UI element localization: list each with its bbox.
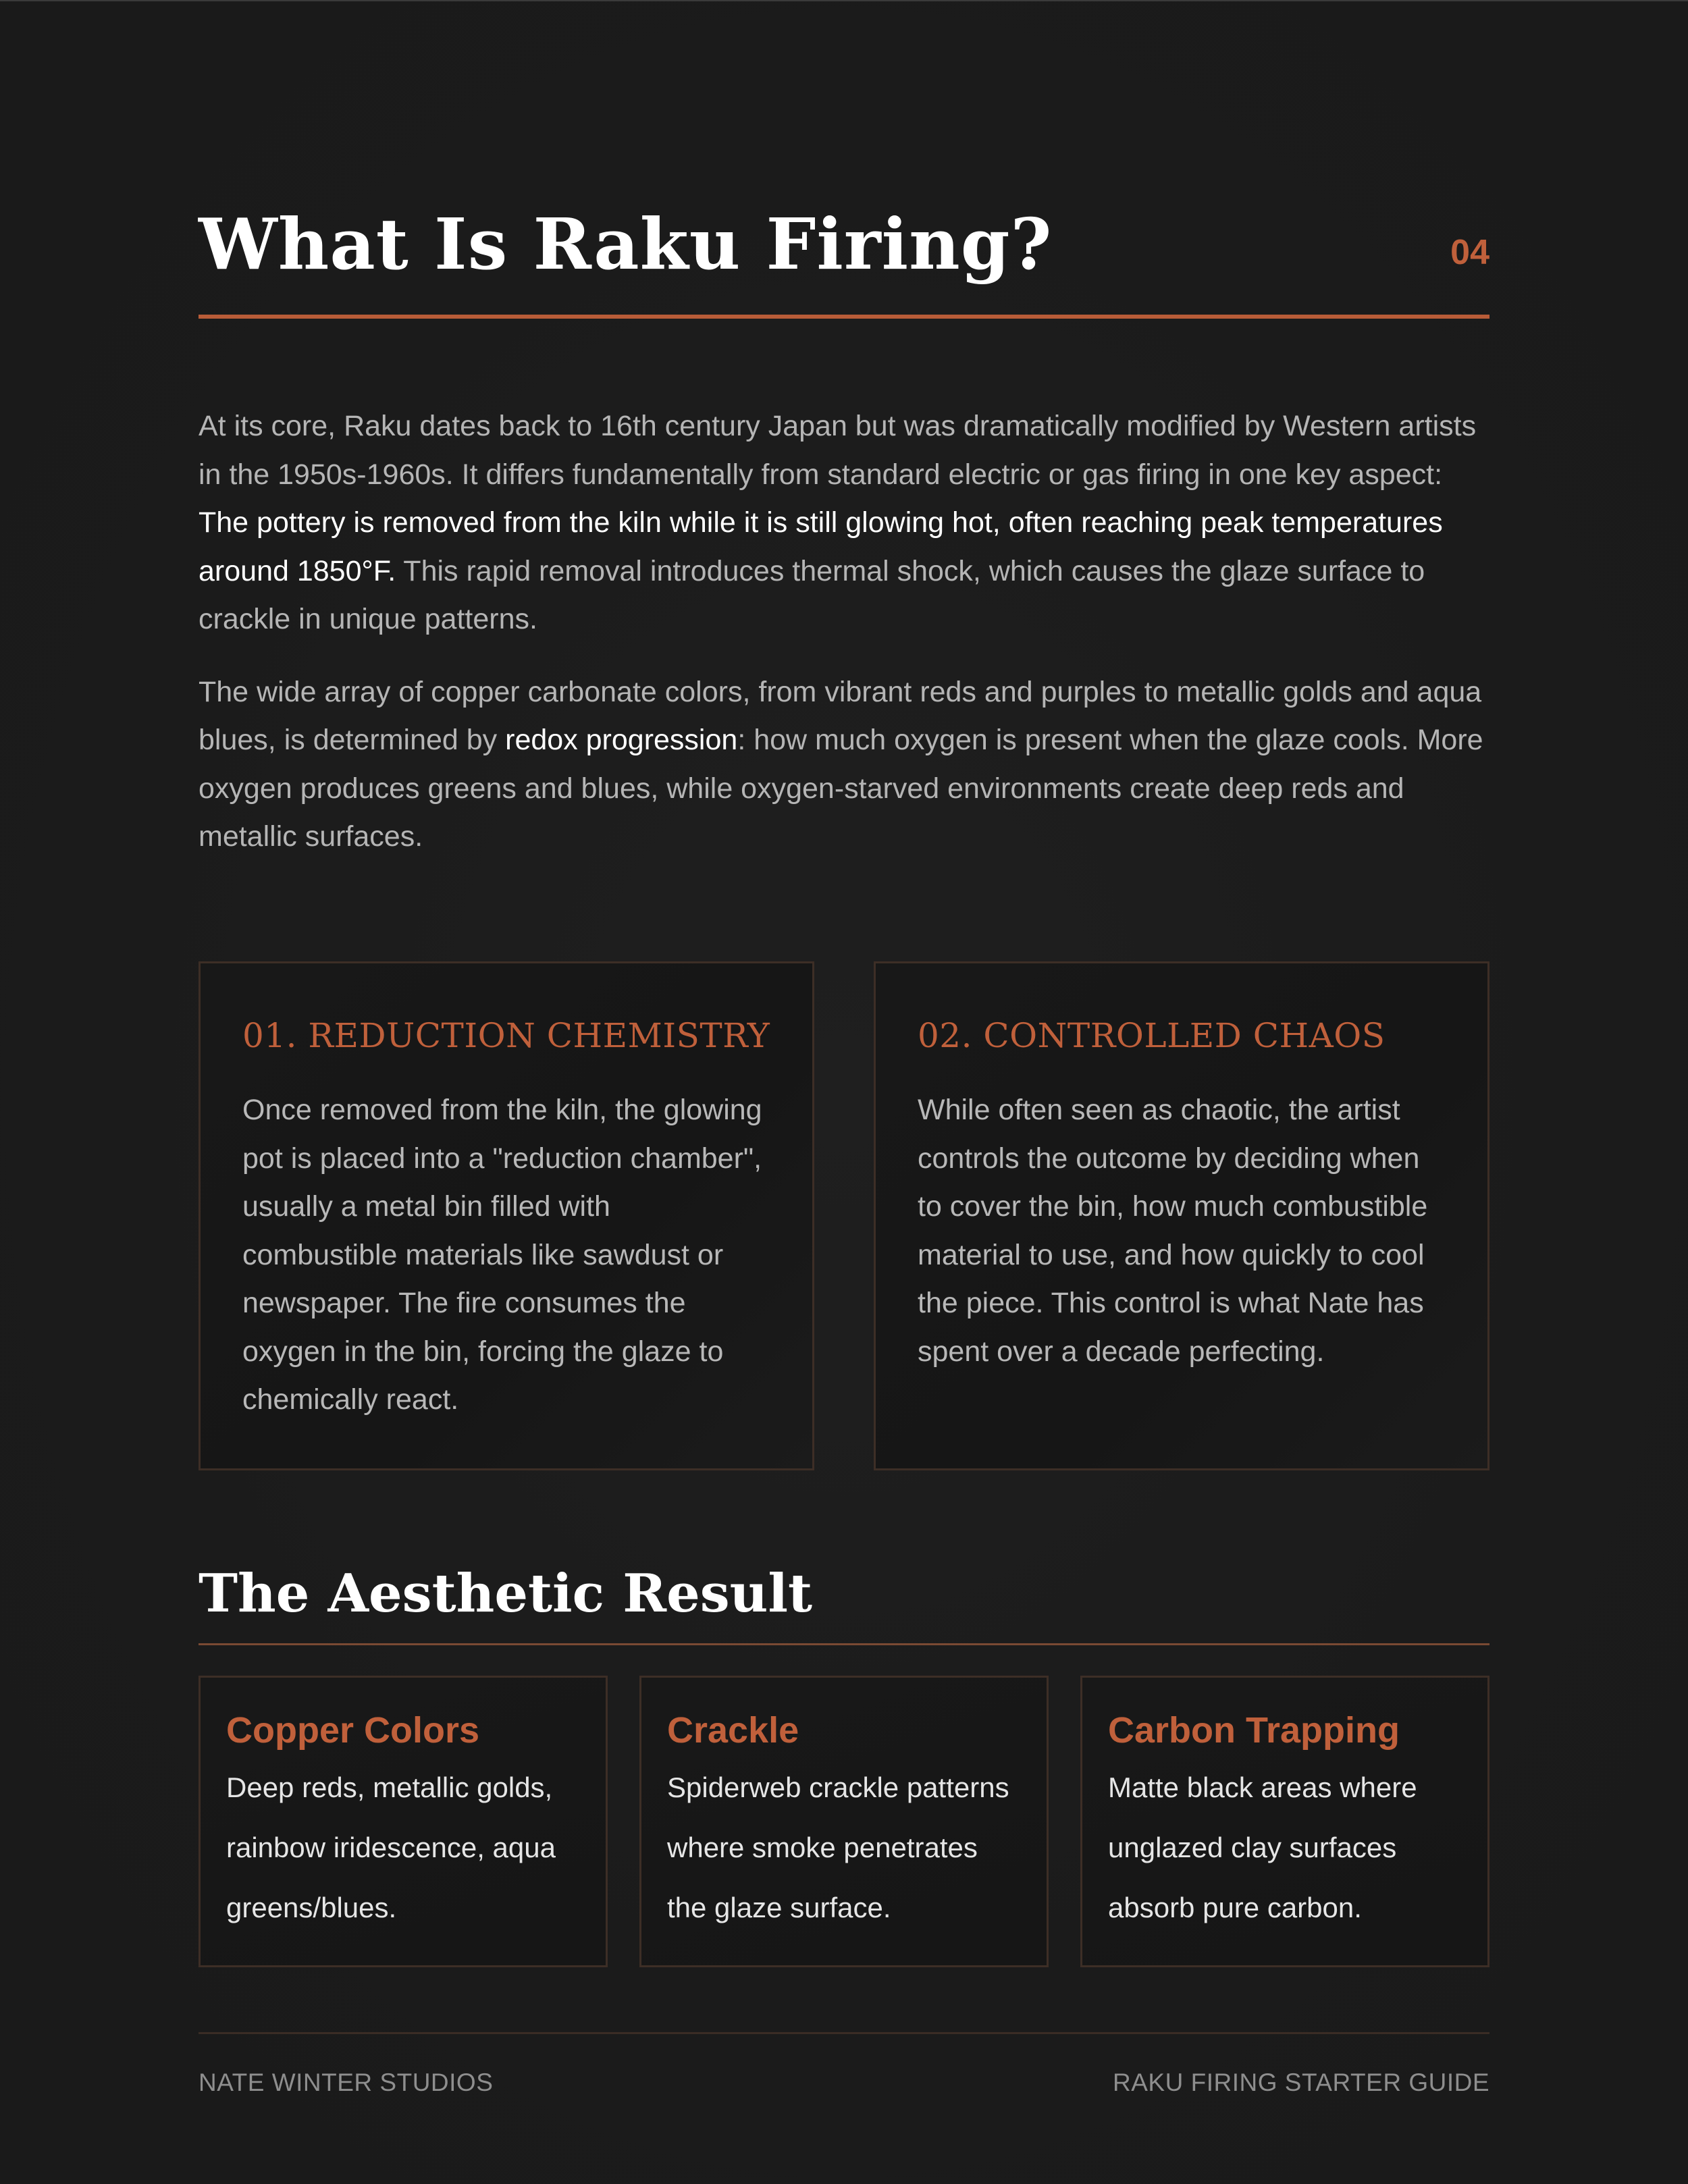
footer-guide-title: RAKU FIRING STARTER GUIDE — [1113, 2069, 1489, 2096]
aesthetic-card-carbon-trapping — [1080, 1676, 1489, 1967]
aesthetic-card-title: Crackle — [667, 1710, 799, 1751]
section-title: The Aesthetic Result — [199, 1563, 812, 1624]
card-title: 02. CONTROLLED CHAOS — [918, 1016, 1386, 1055]
intro-text: This rapid removal introduces thermal shock, which causes the glaze surface to crackle in unique patterns. — [199, 554, 1425, 635]
card-body: While often seen as chaotic, the artist controls the outcome by deciding when to cover the bin, how much combustible material to use, and how quickly to cool the piece. This control is what Nate has spent over a decade perfecting. — [918, 1094, 1428, 1368]
aesthetic-card-body: Deep reds, metallic golds, rainbow iridescence, aqua greens/blues. — [226, 1772, 556, 1923]
intro-highlight: The pottery is removed from the kiln while it is still glowing hot, often reaching peak temperatures around 1850°F. — [199, 506, 1443, 587]
feature-cards — [199, 961, 1489, 1470]
intro-highlight: redox progression — [505, 724, 738, 756]
footer-studio-name: NATE WINTER STUDIOS — [199, 2069, 494, 2096]
card-body: Once removed from the kiln, the glowing pot is placed into a "reduction chamber", usually a metal bin filled with combustible materials like sawdust or newspaper. The fire consumes the oxygen in the bin, forcing the glaze to chemically react. — [242, 1094, 762, 1416]
intro-paragraph-2 — [199, 668, 1489, 861]
aesthetic-card-crackle — [639, 1676, 1049, 1967]
intro-section — [199, 402, 1489, 886]
aesthetic-card-title: Carbon Trapping — [1108, 1710, 1400, 1751]
page-header — [199, 197, 1489, 319]
intro-text: : how much oxygen is present when the glaze cools. More oxygen produces greens and blues, while oxygen-starved environments create deep reds and metallic surfaces. — [199, 724, 1483, 853]
aesthetic-card-body: Matte black areas where unglazed clay surfaces absorb pure carbon. — [1108, 1772, 1417, 1923]
intro-text: The wide array of copper carbonate colors, from vibrant reds and purples to metallic golds and aqua blues, is determined by — [199, 675, 1482, 756]
page-footer — [199, 2032, 1489, 2096]
aesthetic-card-body: Spiderweb crackle patterns where smoke penetrates the glaze surface. — [667, 1772, 1009, 1923]
intro-text: At its core, Raku dates back to 16th century Japan but was dramatically modified by Western artists in the 1950s-1960s. It differs fundamentally from standard electric or gas firing in one key aspect: — [199, 410, 1477, 491]
aesthetic-cards — [199, 1676, 1489, 1967]
aesthetic-card-title: Copper Colors — [226, 1710, 480, 1751]
page-number: 04 — [1450, 233, 1489, 272]
aesthetic-card-copper-colors — [199, 1676, 608, 1967]
page-title: What Is Raku Firing? — [199, 203, 1053, 286]
card-title: 01. REDUCTION CHEMISTRY — [242, 1016, 770, 1055]
card-controlled-chaos — [874, 961, 1489, 1470]
intro-paragraph-1 — [199, 402, 1489, 644]
aesthetic-section-header — [199, 1554, 1489, 1645]
card-reduction-chemistry — [199, 961, 814, 1470]
